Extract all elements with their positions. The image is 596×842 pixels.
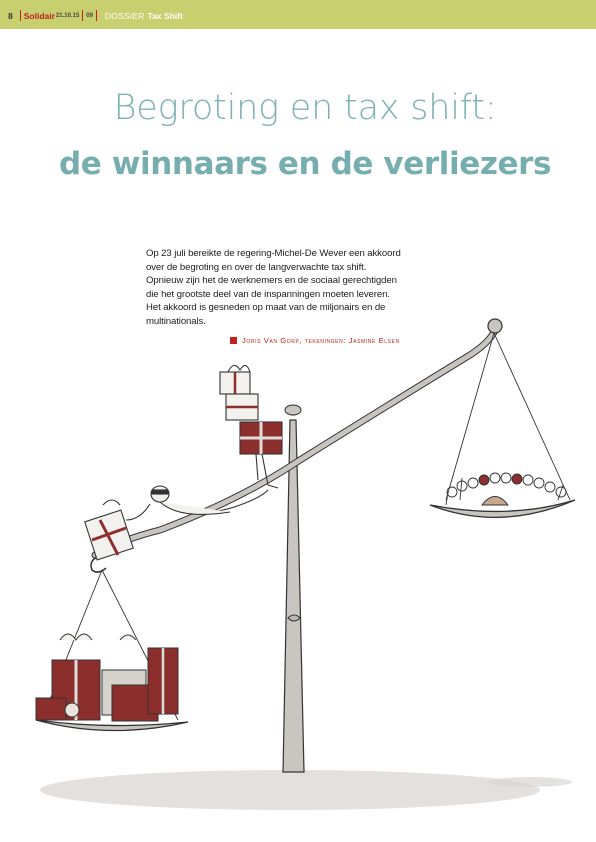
article-title-line1: Begroting en tax shift:: [113, 88, 497, 128]
article-lead: [146, 247, 452, 329]
lead-line: over de begroting en over de langverwachte tax shift.: [146, 261, 367, 273]
beam-right-end: [488, 319, 502, 333]
gift-pile: [36, 634, 178, 721]
left-pan: [36, 720, 188, 731]
page-number: 8: [8, 10, 13, 21]
scale-base-shadow: [488, 777, 572, 787]
section-label: DOSSIER: [104, 10, 145, 21]
scale-pole-top: [285, 405, 301, 415]
article-byline: [230, 336, 444, 345]
lead-line: Op 23 juli bereikte de regering-Michel-De Wever een akkoord: [146, 248, 401, 259]
crowd-of-people: [446, 473, 566, 505]
man-with-gift-stack: [220, 365, 282, 488]
right-string: [494, 333, 570, 500]
issue-number: 09: [86, 12, 93, 19]
lead-line: Het akkoord is gesneden op maat van de miljonairs en de: [146, 302, 386, 314]
scale-pole-collar: [288, 615, 300, 621]
lead-line: die het grootste deel van de inspanningen moeten leveren.: [146, 288, 390, 300]
topic-label: Tax Shift: [147, 10, 183, 21]
lead-line: multinationals.: [146, 315, 206, 327]
scale-base: [40, 770, 540, 810]
lead-line: Opnieuw zijn het de werknemers en de sociaal gerechtigden: [146, 275, 397, 287]
issue-date: 21.10.15: [55, 12, 80, 19]
article-title-line2: de winnaars en de verliezers: [58, 146, 552, 182]
byline-text: Joris Van Gorp, tekeningen: Jasmine Elsen: [242, 336, 400, 345]
brand-name: Solidair: [23, 10, 55, 21]
byline-marker-icon: [230, 337, 237, 344]
